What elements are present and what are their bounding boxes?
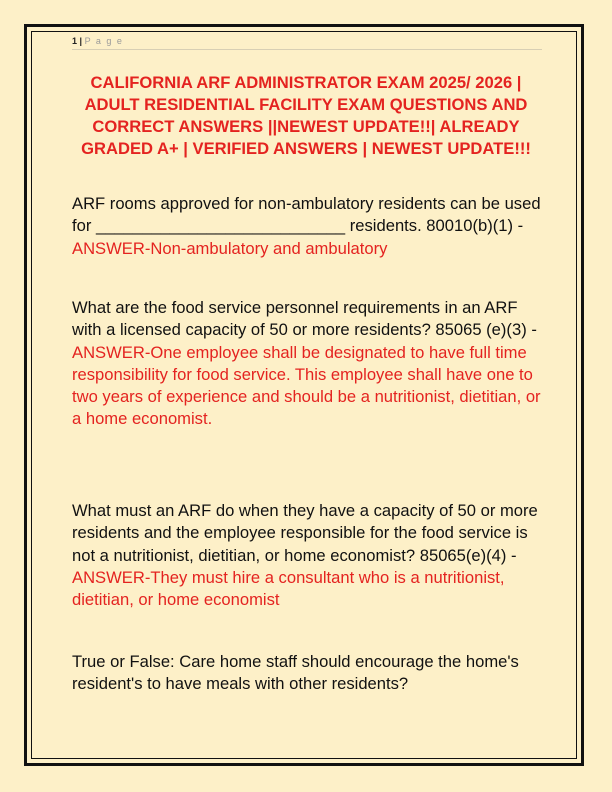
page-header <box>72 36 542 50</box>
page-separator: | <box>79 36 83 46</box>
question-text: True or False: Care home staff should encourage the home's resident's to have meals with other residents? <box>72 652 519 694</box>
document-title: CALIFORNIA ARF ADMINISTRATOR EXAM 2025/ 2026 | ADULT RESIDENTIAL FACILITY EXAM QUESTIONS AND CORRECT ANSWERS ||NEWEST UPDATE!!| ALREADY GRADED A+ | VERIFIED ANSWERS | NEWEST UPDATE!!! <box>81 73 531 158</box>
page-number: 1 <box>72 36 78 46</box>
question-text: ARF rooms approved for non-ambulatory residents can be used for ___________________________ residents. 80010(b)(1) - <box>72 194 541 236</box>
qa-item <box>72 651 548 696</box>
answer-text: ANSWER-They must hire a consultant who is a nutritionist, dietitian, or home economist <box>72 567 505 610</box>
question-text: What are the food service personnel requirements in an ARF with a licensed capacity of 50 or more residents? 85065 (e)(3) - <box>72 298 537 340</box>
qa-item <box>72 297 548 431</box>
qa-item <box>72 500 548 611</box>
question-text: What must an ARF do when they have a capacity of 50 or more residents and the employee responsible for the food service is not a nutritionist, dietitian, or home economist? 85065(e)(4) - <box>72 501 538 565</box>
page-label: P a g e <box>84 36 124 46</box>
answer-text: ANSWER-One employee shall be designated to have full time responsibility for food service. This employee shall have one to two years of experience and should be a nutritionist, dietitian, or a home economist. <box>72 342 541 429</box>
qa-item <box>72 193 548 260</box>
answer-text: ANSWER-Non-ambulatory and ambulatory <box>72 238 388 258</box>
